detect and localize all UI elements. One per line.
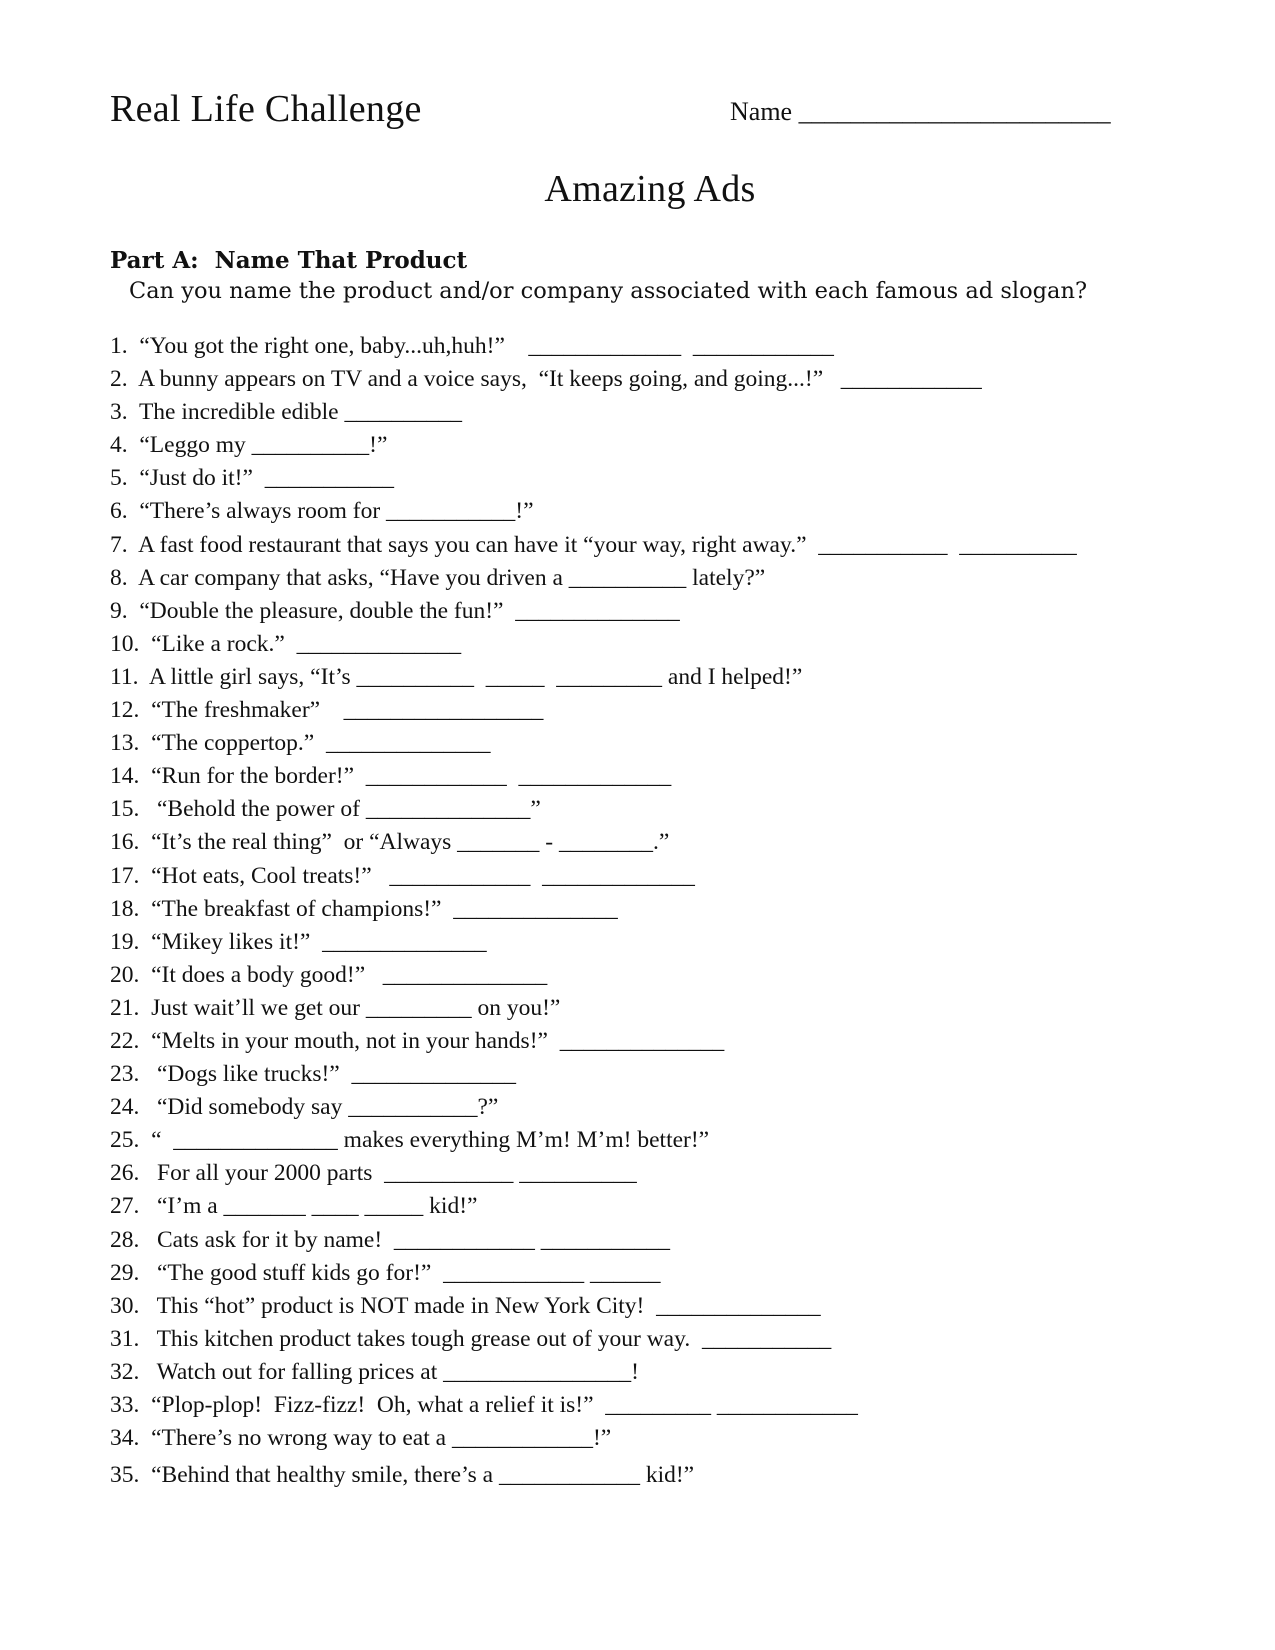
question-17[interactable]: 17. “Hot eats, Cool treats!” ____________ _____________ xyxy=(110,862,695,889)
question-7[interactable]: 7. A fast food restaurant that says you can have it “your way, right away.” ___________ __________ xyxy=(110,531,1077,558)
question-6[interactable]: 6. “There’s always room for ___________!” xyxy=(110,498,534,525)
question-18[interactable]: 18. “The breakfast of champions!” ______________ xyxy=(110,895,618,922)
question-3[interactable]: 3. The incredible edible __________ xyxy=(110,399,462,426)
question-32[interactable]: 32. Watch out for falling prices at ________________! xyxy=(110,1358,639,1385)
worksheet-header-title: Real Life Challenge xyxy=(110,88,422,130)
question-14[interactable]: 14. “Run for the border!” ____________ _____________ xyxy=(110,763,672,790)
page-title: Amazing Ads xyxy=(544,168,756,210)
question-28[interactable]: 28. Cats ask for it by name! ____________ ___________ xyxy=(110,1226,671,1253)
question-9[interactable]: 9. “Double the pleasure, double the fun!” ______________ xyxy=(110,597,680,624)
question-23[interactable]: 23. “Dogs like trucks!” ______________ xyxy=(110,1061,516,1088)
question-25[interactable]: 25. “ ______________ makes everything M’m! M’m! better!” xyxy=(110,1127,710,1154)
question-10[interactable]: 10. “Like a rock.” ______________ xyxy=(110,630,462,657)
question-12[interactable]: 12. “The freshmaker” _________________ xyxy=(110,697,544,724)
question-11[interactable]: 11. A little girl says, “It’s __________ _____ _________ and I helped!” xyxy=(110,663,803,690)
question-21[interactable]: 21. Just wait’ll we get our _________ on you!” xyxy=(110,994,561,1021)
question-29[interactable]: 29. “The good stuff kids go for!” ____________ ______ xyxy=(110,1259,661,1286)
question-1[interactable]: 1. “You got the right one, baby...uh,huh!” _____________ ____________ xyxy=(110,333,834,359)
question-8[interactable]: 8. A car company that asks, “Have you driven a __________ lately?” xyxy=(110,564,766,591)
question-31[interactable]: 31. This kitchen product takes tough grease out of your way. ___________ xyxy=(110,1325,832,1352)
question-33[interactable]: 33. “Plop-plop! Fizz-fizz! Oh, what a relief it is!” _________ ____________ xyxy=(110,1392,858,1418)
question-list xyxy=(110,330,1077,1492)
question-13[interactable]: 13. “The coppertop.” ______________ xyxy=(110,730,491,757)
name-field-label[interactable]: Name ________________________ xyxy=(730,97,1111,126)
question-16[interactable]: 16. “It’s the real thing” or “Always _______ - ________.” xyxy=(110,829,670,856)
part-a-heading: Part A: Name That Product xyxy=(110,247,468,274)
question-26[interactable]: 26. For all your 2000 parts ___________ __________ xyxy=(110,1160,637,1187)
question-22[interactable]: 22. “Melts in your mouth, not in your hands!” ______________ xyxy=(110,1027,725,1054)
question-15[interactable]: 15. “Behold the power of ______________” xyxy=(110,796,541,823)
question-20[interactable]: 20. “It does a body good!” ______________ xyxy=(110,961,548,988)
question-30[interactable]: 30. This “hot” product is NOT made in New York City! ______________ xyxy=(110,1292,821,1319)
question-24[interactable]: 24. “Did somebody say ___________?” xyxy=(110,1094,499,1121)
part-a-instructions: Can you name the product and/or company associated with each famous ad slogan? xyxy=(129,278,1088,304)
question-34[interactable]: 34. “There’s no wrong way to eat a ____________!” xyxy=(110,1425,612,1452)
question-2[interactable]: 2. A bunny appears on TV and a voice says, “It keeps going, and going...!” ____________ xyxy=(110,366,982,393)
question-35[interactable]: 35. “Behind that healthy smile, there’s a ____________ kid!” xyxy=(110,1462,695,1489)
question-19[interactable]: 19. “Mikey likes it!” ______________ xyxy=(110,928,487,955)
question-4[interactable]: 4. “Leggo my __________!” xyxy=(110,432,388,459)
question-5[interactable]: 5. “Just do it!” ___________ xyxy=(110,465,394,492)
question-27[interactable]: 27. “I’m a _______ ____ _____ kid!” xyxy=(110,1193,478,1220)
